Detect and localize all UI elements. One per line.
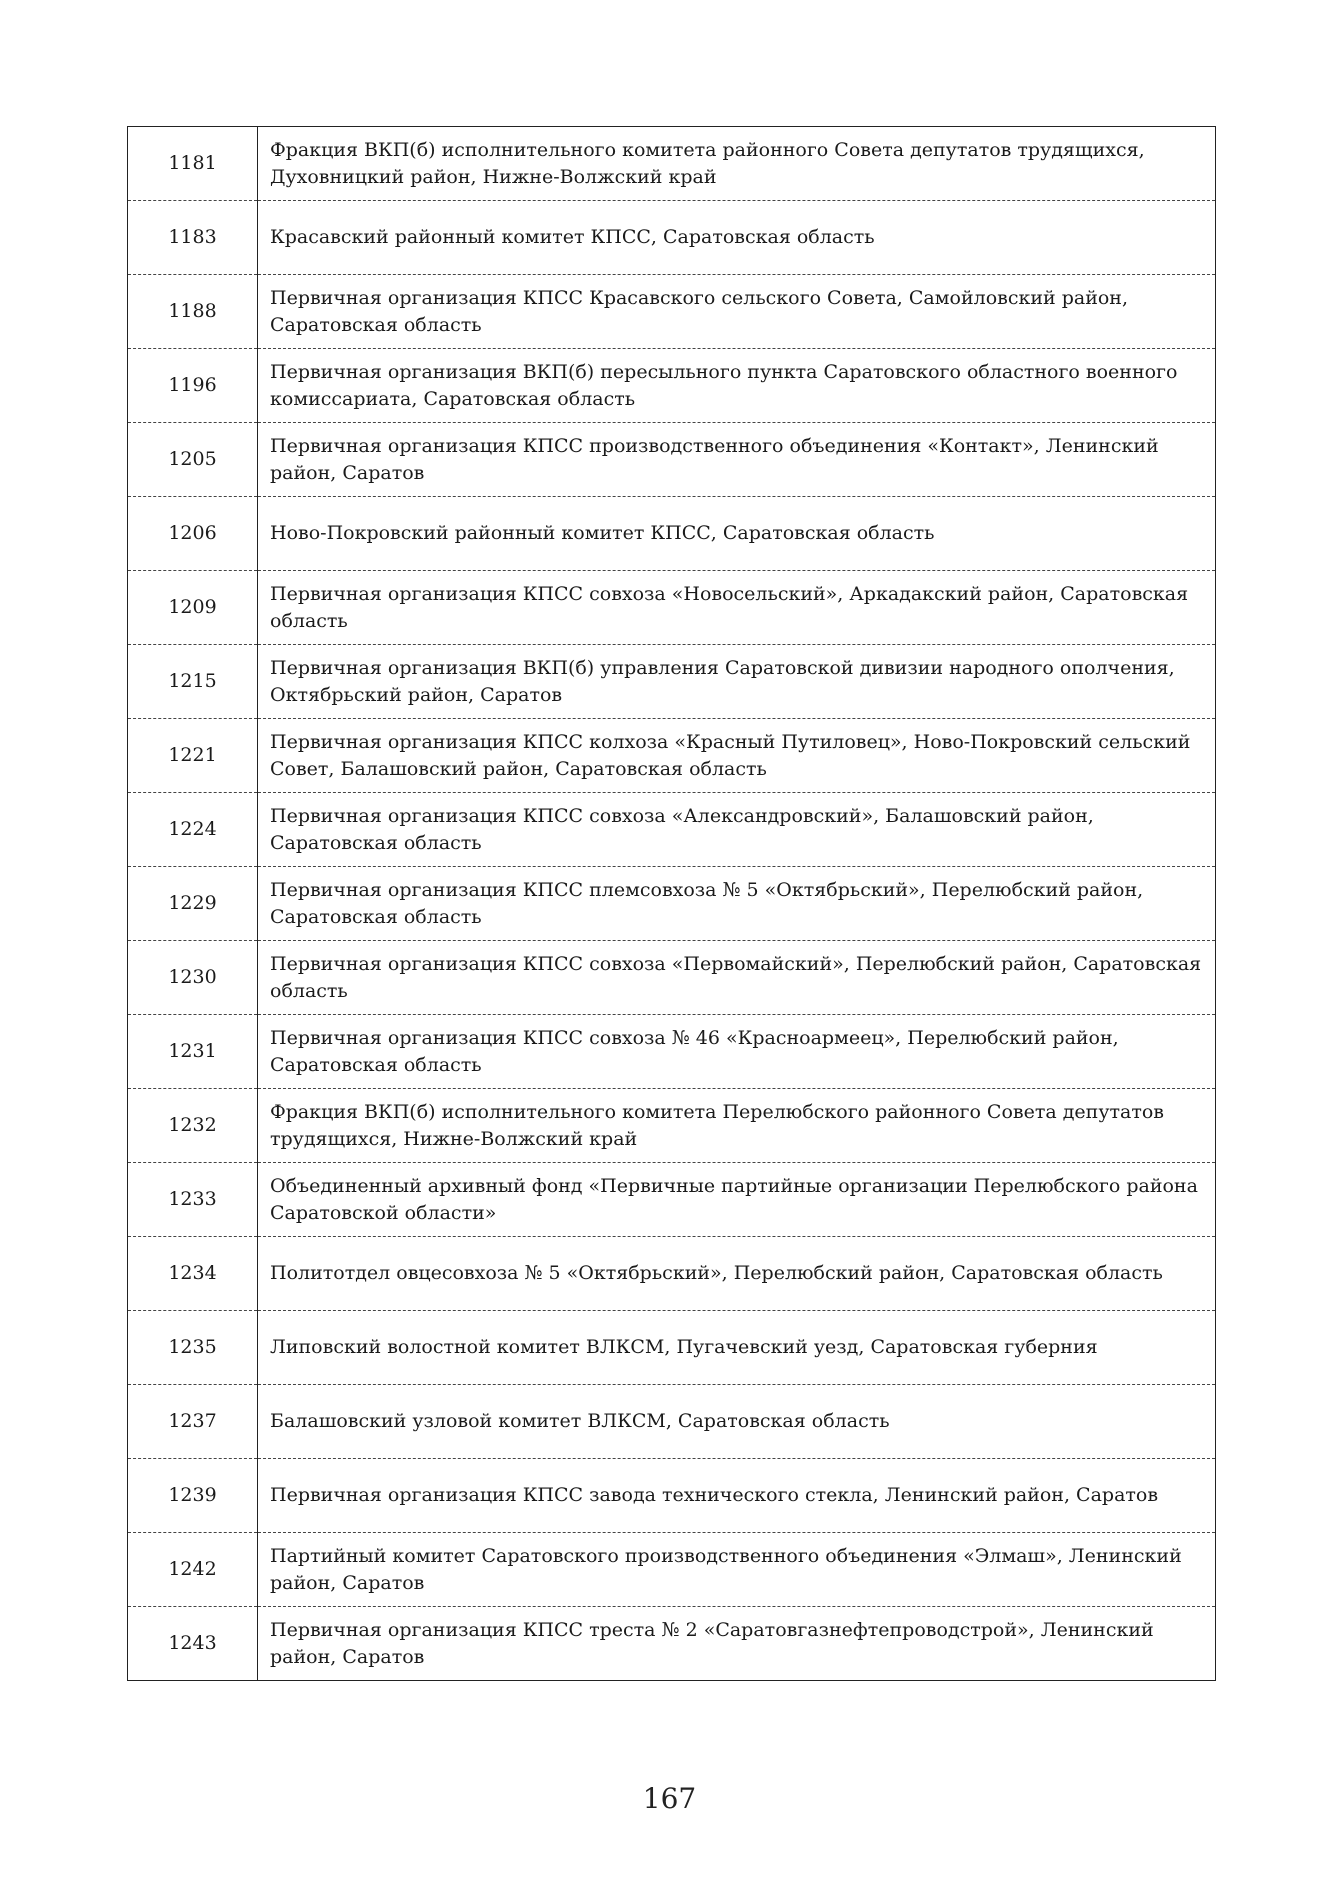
fund-number-cell: 1181	[128, 127, 258, 201]
fund-number-cell: 1233	[128, 1163, 258, 1237]
table-row	[128, 1311, 1216, 1385]
table-row	[128, 867, 1216, 941]
fund-name-cell: Фракция ВКП(б) исполнительного комитета Перелюбского районного Совета депутатов трудящихся, Нижне-Волжский край	[258, 1089, 1216, 1163]
table-row	[128, 349, 1216, 423]
table-row	[128, 1533, 1216, 1607]
fund-name-cell: Первичная организация ВКП(б) управления Саратовской дивизии народного ополчения, Октябрьский район, Саратов	[258, 645, 1216, 719]
fund-number-cell: 1230	[128, 941, 258, 1015]
table-row	[128, 645, 1216, 719]
table-row	[128, 497, 1216, 571]
fund-number-cell: 1196	[128, 349, 258, 423]
fund-name-cell: Фракция ВКП(б) исполнительного комитета районного Совета депутатов трудящихся, Духовницкий район, Нижне-Волжский край	[258, 127, 1216, 201]
fund-name-cell: Политотдел овцесовхоза № 5 «Октябрьский», Перелюбский район, Саратовская область	[258, 1237, 1216, 1311]
fund-list-table	[127, 126, 1216, 1681]
fund-name-cell: Первичная организация КПСС производственного объединения «Контакт», Ленинский район, Саратов	[258, 423, 1216, 497]
fund-name-cell: Балашовский узловой комитет ВЛКСМ, Саратовская область	[258, 1385, 1216, 1459]
table-row	[128, 571, 1216, 645]
fund-name-cell: Первичная организация КПСС треста № 2 «Саратовгазнефтепроводстрой», Ленинский район, Саратов	[258, 1607, 1216, 1681]
table-row	[128, 793, 1216, 867]
fund-name-cell: Первичная организация КПСС колхоза «Красный Путиловец», Ново-Покровский сельский Совет, Балашовский район, Саратовская область	[258, 719, 1216, 793]
fund-number-cell: 1205	[128, 423, 258, 497]
fund-name-cell: Первичная организация КПСС племсовхоза № 5 «Октябрьский», Перелюбский район, Саратовская область	[258, 867, 1216, 941]
table-row	[128, 1459, 1216, 1533]
fund-name-cell: Красавский районный комитет КПСС, Саратовская область	[258, 201, 1216, 275]
fund-name-cell: Первичная организация ВКП(б) пересыльного пункта Саратовского областного военного комиссариата, Саратовская область	[258, 349, 1216, 423]
fund-name-cell: Липовский волостной комитет ВЛКСМ, Пугачевский уезд, Саратовская губерния	[258, 1311, 1216, 1385]
fund-name-cell: Ново-Покровский районный комитет КПСС, Саратовская область	[258, 497, 1216, 571]
fund-name-cell: Первичная организация КПСС завода технического стекла, Ленинский район, Саратов	[258, 1459, 1216, 1533]
fund-name-cell: Первичная организация КПСС совхоза «Александровский», Балашовский район, Саратовская область	[258, 793, 1216, 867]
fund-number-cell: 1237	[128, 1385, 258, 1459]
fund-number-cell: 1183	[128, 201, 258, 275]
fund-number-cell: 1243	[128, 1607, 258, 1681]
fund-name-cell: Первичная организация КПСС совхоза «Новосельский», Аркадакский район, Саратовская область	[258, 571, 1216, 645]
fund-number-cell: 1206	[128, 497, 258, 571]
table-row	[128, 1163, 1216, 1237]
fund-number-cell: 1224	[128, 793, 258, 867]
table-row	[128, 719, 1216, 793]
fund-number-cell: 1221	[128, 719, 258, 793]
fund-name-cell: Объединенный архивный фонд «Первичные партийные организации Перелюбского района Саратовской области»	[258, 1163, 1216, 1237]
fund-number-cell: 1188	[128, 275, 258, 349]
fund-name-cell: Первичная организация КПСС совхоза № 46 «Красноармеец», Перелюбский район, Саратовская область	[258, 1015, 1216, 1089]
table-row	[128, 1089, 1216, 1163]
fund-number-cell: 1229	[128, 867, 258, 941]
fund-number-cell: 1235	[128, 1311, 258, 1385]
fund-number-cell: 1231	[128, 1015, 258, 1089]
table-row	[128, 1385, 1216, 1459]
table-row	[128, 275, 1216, 349]
table-row	[128, 127, 1216, 201]
fund-name-cell: Первичная организация КПСС Красавского сельского Совета, Самойловский район, Саратовская область	[258, 275, 1216, 349]
table-row	[128, 1607, 1216, 1681]
table-row	[128, 1237, 1216, 1311]
fund-number-cell: 1242	[128, 1533, 258, 1607]
fund-number-cell: 1215	[128, 645, 258, 719]
fund-number-cell: 1234	[128, 1237, 258, 1311]
page-number: 167	[642, 1782, 697, 1815]
fund-list-body	[128, 127, 1216, 1681]
table-row	[128, 201, 1216, 275]
fund-name-cell: Партийный комитет Саратовского производственного объединения «Элмаш», Ленинский район, Саратов	[258, 1533, 1216, 1607]
fund-number-cell: 1239	[128, 1459, 258, 1533]
table-row	[128, 423, 1216, 497]
fund-number-cell: 1209	[128, 571, 258, 645]
table-row	[128, 1015, 1216, 1089]
fund-number-cell: 1232	[128, 1089, 258, 1163]
fund-name-cell: Первичная организация КПСС совхоза «Первомайский», Перелюбский район, Саратовская область	[258, 941, 1216, 1015]
table-row	[128, 941, 1216, 1015]
